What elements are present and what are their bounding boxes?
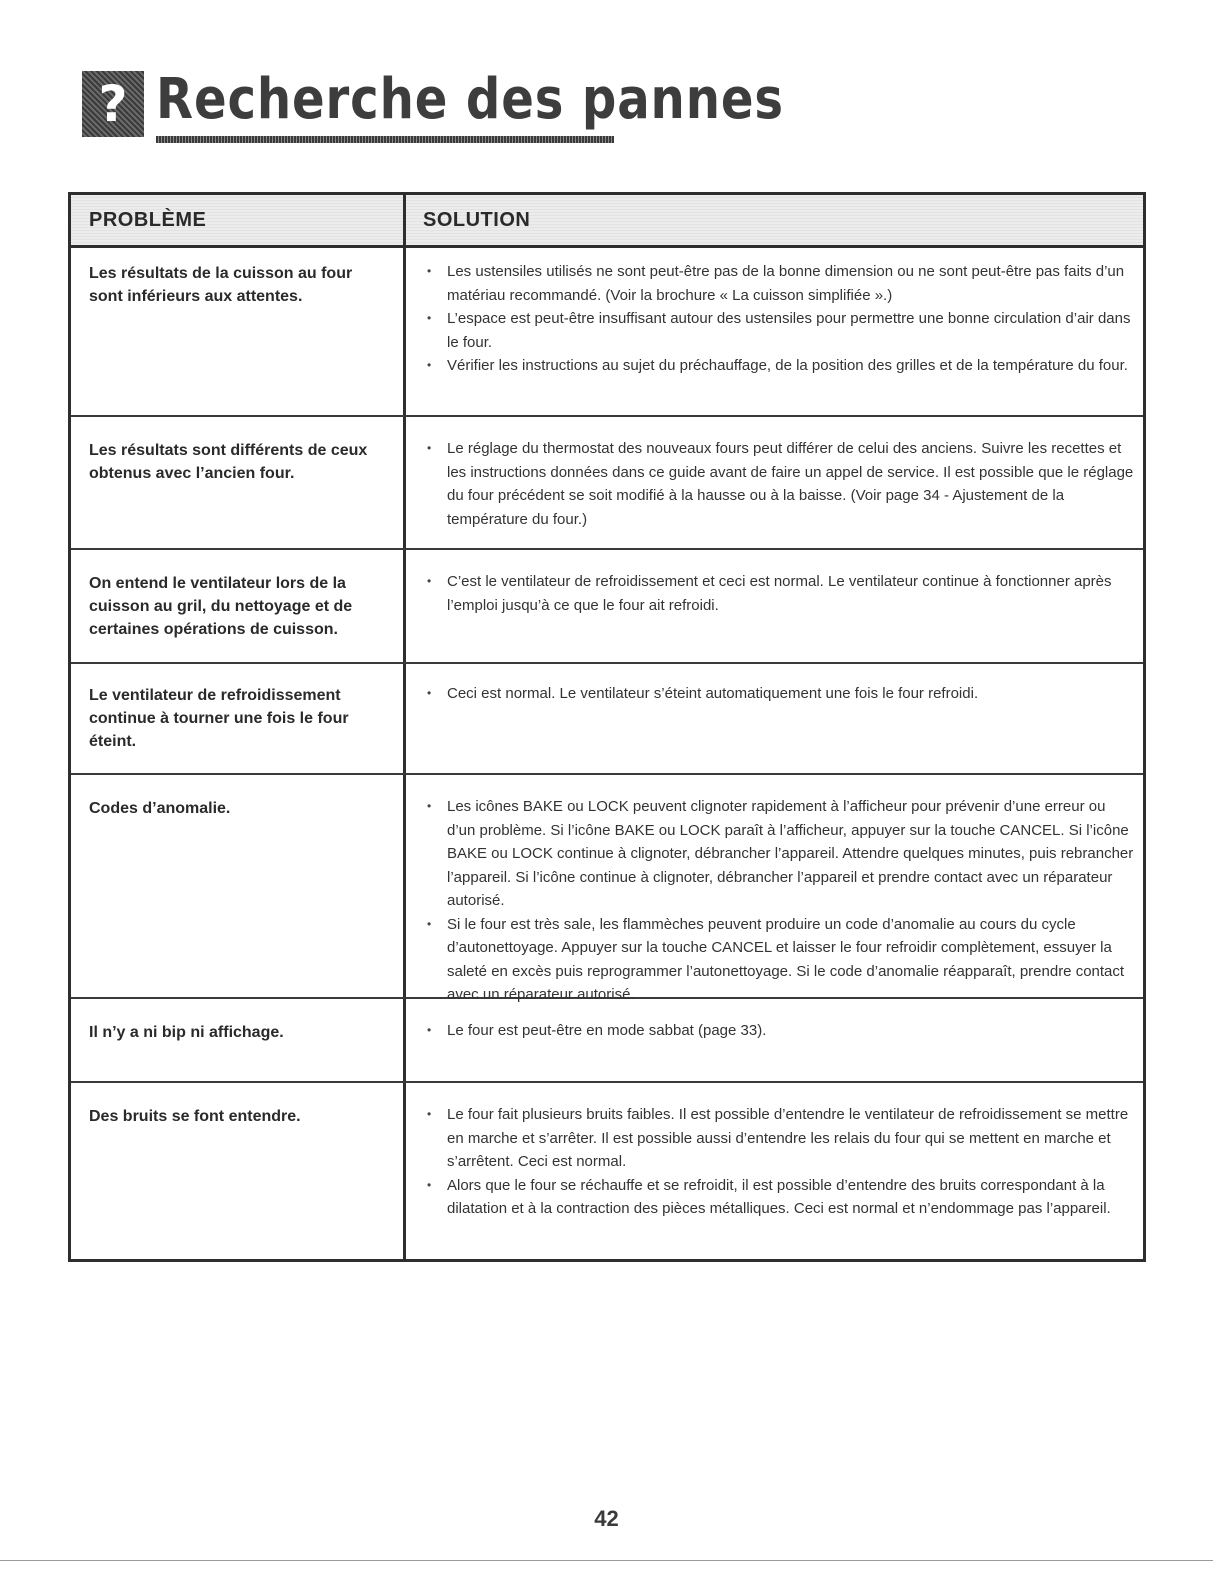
solution-list (423, 795, 1135, 1007)
header-solution: SOLUTION (423, 209, 531, 231)
problem-cell: Codes d’anomalie. (89, 800, 231, 817)
solution-list (423, 1019, 1135, 1043)
table-row (71, 999, 1143, 1083)
page-number: 42 (594, 1506, 619, 1531)
page-title: Recherche des pannes (156, 67, 784, 132)
table-row (71, 775, 1143, 1003)
solution-list (423, 570, 1135, 617)
problem-cell: On entend le ventilateur lors de la cuisson au gril, du nettoyage et de certaines opérations de cuisson. (89, 575, 353, 638)
table-row (71, 1083, 1143, 1259)
solution-item: • Si le four est très sale, les flammèches peuvent produire un code d’anomalie au cours du cycle d’autonettoyage. Appuyer sur la touche CANCEL et laisser le four refroidir complètement, essuyer la saleté en excès puis reprogrammer l’autonettoyage. Si le code d’anomalie réapparaît, prendre contact avec un réparateur autorisé. (423, 913, 1135, 1007)
solution-list (423, 260, 1135, 378)
problem-cell: Les résultats sont différents de ceux obtenus avec l’ancien four. (89, 442, 368, 482)
table-row (71, 550, 1143, 664)
problem-cell: Les résultats de la cuisson au four sont inférieurs aux attentes. (89, 265, 353, 305)
footer-rule (0, 1560, 1213, 1561)
troubleshooting-table (68, 192, 1146, 1262)
header-probleme: PROBLÈME (89, 209, 207, 231)
solution-item: • Vérifier les instructions au sujet du préchauffage, de la position des grilles et de la température du four. (423, 354, 1135, 378)
problem-cell: Le ventilateur de refroidissement continue à tourner une fois le four éteint. (89, 687, 349, 750)
title-underline (156, 136, 614, 143)
question-mark-icon: ? (82, 71, 144, 137)
problem-cell: Des bruits se font entendre. (89, 1108, 301, 1125)
table-row (71, 664, 1143, 775)
solution-list (423, 682, 1135, 706)
solution-item: • Ceci est normal. Le ventilateur s’éteint automatiquement une fois le four refroidi. (423, 682, 1135, 706)
solution-item: • Le réglage du thermostat des nouveaux fours peut différer de celui des anciens. Suivre les recettes et les instructions données dans ce guide avant de faire un appel de service. Il est possible que le réglage du four précédent se soit modifié à la hausse ou à la baisse. (Voir page 34 - Ajustement de la température du four.) (423, 437, 1135, 531)
solution-item: • Le four fait plusieurs bruits faibles. Il est possible d’entendre le ventilateur de refroidissement se mettre en marche et s’arrêter. Il est possible aussi d’entendre les relais du four qui se mettent en marche et s’arrêtent. Ceci est normal. (423, 1103, 1135, 1174)
table-row (71, 248, 1143, 417)
solution-list (423, 1103, 1135, 1221)
solution-item: • Les icônes BAKE ou LOCK peuvent clignoter rapidement à l’afficheur pour prévenir d’une erreur ou d’un problème. Si l’icône BAKE ou LOCK paraît à l’afficheur, appuyer sur la touche CANCEL. Si l’icône BAKE ou LOCK continue à clignoter, débrancher l’appareil. Attendre quelques minutes, puis rebrancher l’appareil. Si l’icône continue à clignoter, débrancher l’appareil et prendre contact avec un réparateur autorisé. (423, 795, 1135, 913)
title-block (156, 68, 886, 143)
solution-list (423, 437, 1135, 531)
table-row (71, 417, 1143, 550)
problem-cell: Il n’y a ni bip ni affichage. (89, 1024, 284, 1041)
solution-item: • Les ustensiles utilisés ne sont peut-être pas de la bonne dimension ou ne sont peut-être pas faits d’un matériau recommandé. (Voir la brochure « La cuisson simplifiée ».) (423, 260, 1135, 307)
solution-item: • C’est le ventilateur de refroidissement et ceci est normal. Le ventilateur continue à fonctionner après l’emploi jusqu’à ce que le four ait refroidi. (423, 570, 1135, 617)
solution-item: • Le four est peut-être en mode sabbat (page 33). (423, 1019, 1135, 1043)
page-header (82, 68, 886, 143)
solution-item: • Alors que le four se réchauffe et se refroidit, il est possible d’entendre des bruits correspondant à la dilatation et à la contraction des pièces métalliques. Ceci est normal et n’endommage pas l’appareil. (423, 1174, 1135, 1221)
solution-item: • L’espace est peut-être insuffisant autour des ustensiles pour permettre une bonne circulation d’air dans le four. (423, 307, 1135, 354)
table-header (71, 195, 1143, 248)
